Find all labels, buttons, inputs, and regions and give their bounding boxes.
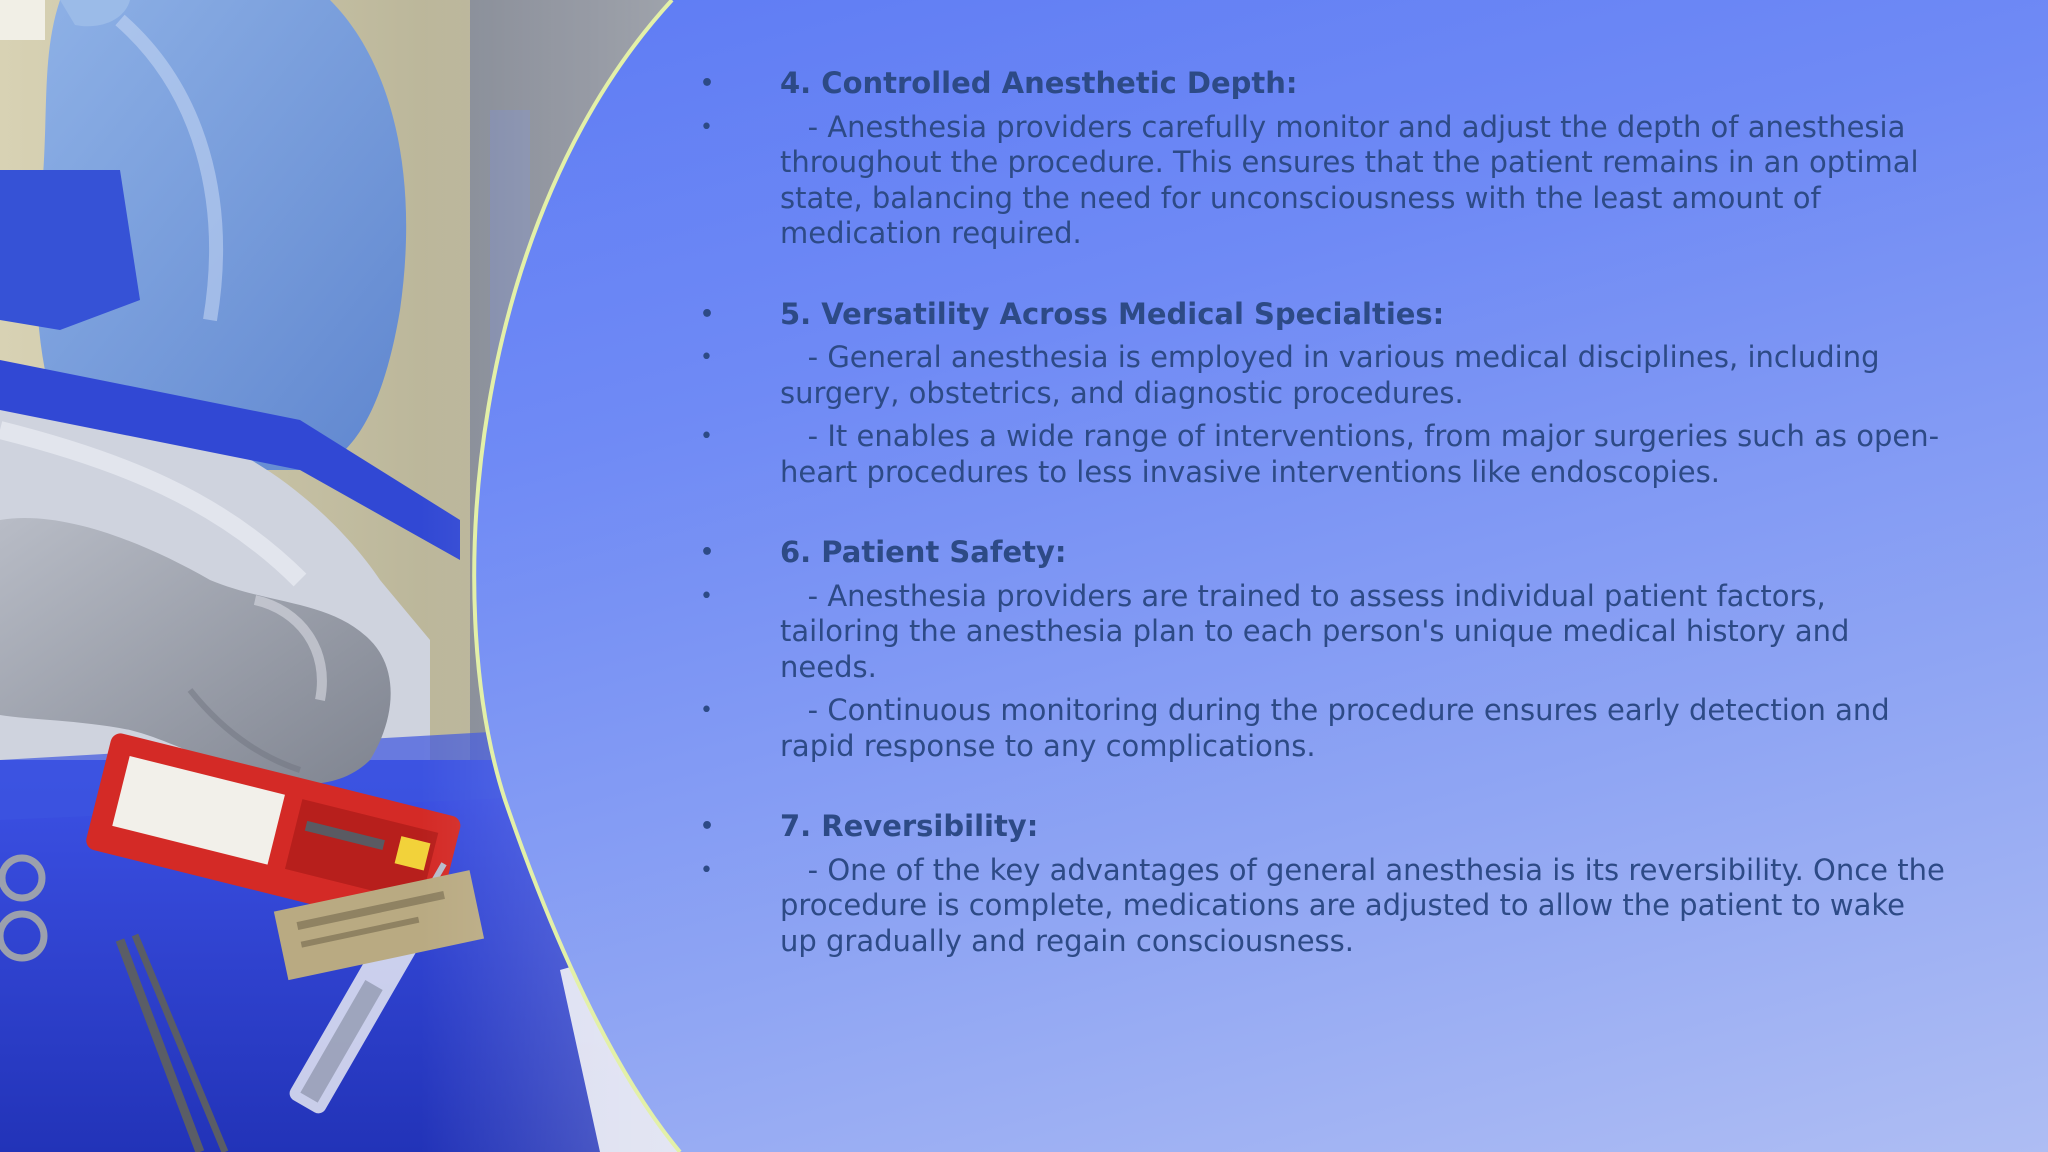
bullet-icon: • bbox=[700, 583, 713, 609]
bullet-text: - Continuous monitoring during the procedure ensures early detection and rapid response to any complications. bbox=[780, 693, 1890, 763]
bullet-icon: • bbox=[700, 71, 715, 96]
bullet-icon: • bbox=[700, 301, 715, 327]
bullet-text: - General anesthesia is employed in various medical disciplines, including surgery, obstetrics, and diagnostic procedures. bbox=[780, 340, 1880, 410]
bullet-detail bbox=[690, 853, 1950, 960]
bullet-text: - It enables a wide range of interventions, from major surgeries such as open-heart procedures to less invasive interventions like endoscopies. bbox=[780, 419, 1940, 489]
bullet-text: - Anesthesia providers carefully monitor and adjust the depth of anesthesia throughout the procedure. This ensures that the patient remains in an optimal state, balancing the need for unconsciousness with the least amount of medication required. bbox=[780, 109, 1919, 250]
bullet-detail bbox=[690, 340, 1950, 411]
bullet-text: 7. Reversibility: bbox=[780, 809, 1039, 843]
bullet-icon: • bbox=[700, 814, 715, 839]
bullet-icon: • bbox=[700, 698, 713, 723]
bullet-detail bbox=[690, 579, 1950, 686]
bullet-heading-reversibility bbox=[690, 809, 1950, 845]
content-area bbox=[690, 66, 1950, 967]
bullet-heading-patient-safety bbox=[690, 535, 1950, 571]
bullet-text: 4. Controlled Anesthetic Depth: bbox=[780, 66, 1298, 100]
bullet-heading-controlled-depth bbox=[690, 66, 1950, 102]
bullet-icon: • bbox=[700, 857, 713, 883]
bullet-detail bbox=[690, 110, 1950, 252]
bullet-icon: • bbox=[700, 114, 713, 140]
bullet-heading-versatility bbox=[690, 297, 1950, 333]
bullet-text: - Anesthesia providers are trained to assess individual patient factors, tailoring the anesthesia plan to each person's unique medical history and needs. bbox=[780, 578, 1850, 684]
bullet-icon: • bbox=[700, 345, 713, 370]
bullet-text: 6. Patient Safety: bbox=[780, 535, 1067, 569]
bullet-detail bbox=[690, 419, 1950, 490]
bullet-icon: • bbox=[700, 424, 713, 449]
bullet-icon: • bbox=[700, 540, 715, 565]
bullet-text: - One of the key advantages of general anesthesia is its reversibility. Once the procedure is complete, medications are adjusted to allow the patient to wake up gradually and regain consciousness. bbox=[780, 852, 1945, 958]
bullet-text: 5. Versatility Across Medical Specialties: bbox=[780, 296, 1445, 331]
bullet-detail bbox=[690, 693, 1950, 764]
